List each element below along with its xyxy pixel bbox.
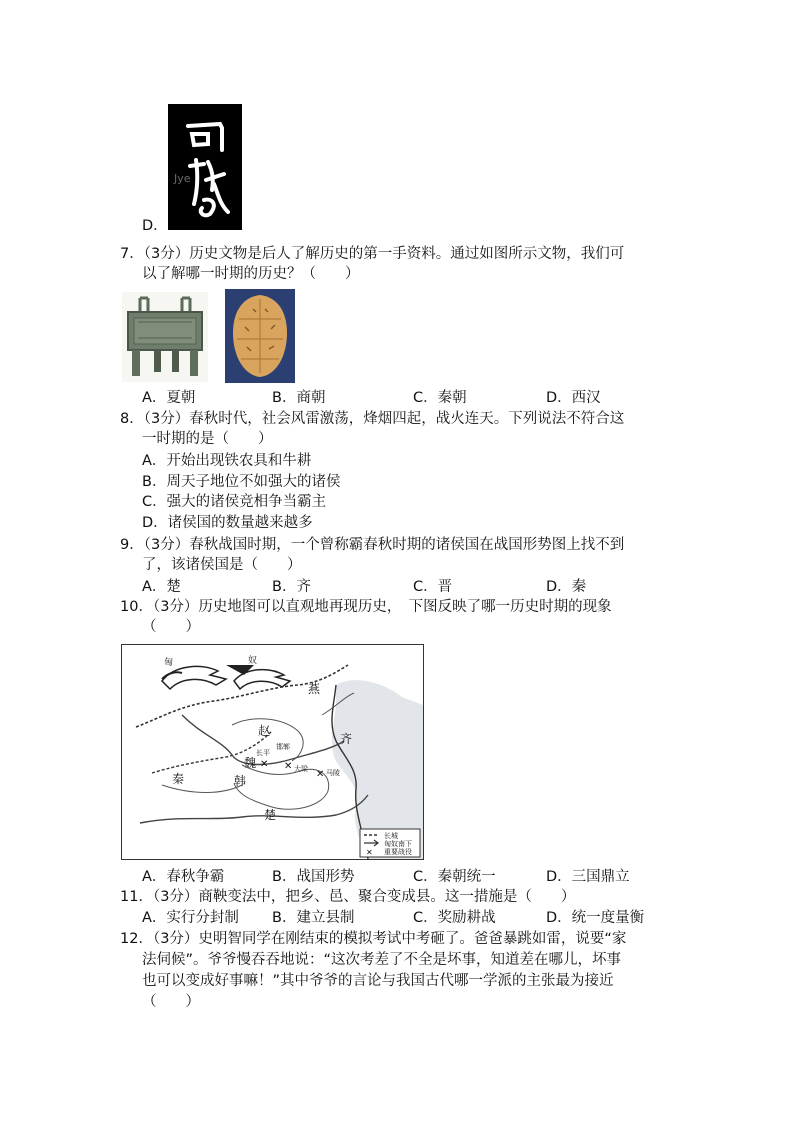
q9-option-a[interactable]: A．楚 [142,579,181,595]
map-label-chu: 楚 [264,808,277,822]
q9-stem-line2: 了，该诸侯国是（ ） [142,557,302,573]
map-label-changping: 长平 [256,749,270,757]
q7-option-b[interactable]: B．商朝 [272,390,326,406]
q9-option-b[interactable]: B．齐 [272,579,311,595]
warring-states-map [121,644,424,860]
map-label-yan: 燕 [308,682,321,696]
q7-stem-line1: 7．（3分）历史文物是后人了解历史的第一手资料。通过如图所示文物，我们可 [120,246,625,262]
q10-stem-line1: 10．（3分）历史地图可以直观地再现历史， 下图反映了哪一历史时期的现象 [120,599,612,615]
q11-option-c[interactable]: C．奖励耕战 [413,910,496,926]
seal-inscription-image [168,104,242,230]
legend-xiongnu-south: 匈奴南下 [384,840,412,848]
q10-option-d[interactable]: D．三国鼎立 [546,869,630,885]
q12-stem-line4: （ ） [142,994,200,1010]
map-label-wei: 魏 [244,756,257,770]
q8-option-b[interactable]: B．周天子地位不如强大的诸侯 [142,474,341,490]
map-label-daliang: 大梁 [294,765,308,773]
q11-option-a[interactable]: A．实行分封制 [142,910,239,926]
q9-stem-line1: 9．（3分）春秋战国时期，一个曾称霸春秋时期的诸侯国在战国形势图上找不到 [120,537,625,553]
q11-stem: 11．（3分）商鞅变法中，把乡、邑、聚合变成县。这一措施是（ ） [120,889,576,905]
map-label-maling: 马陵 [326,769,340,777]
bronze-ding-image [122,292,208,382]
q9-option-d[interactable]: D．秦 [546,579,587,595]
q10-option-b[interactable]: B．战国形势 [272,869,355,885]
map-label-xiongnu-2: 奴 [248,656,258,666]
q12-stem-line2: 法伺候”。爷爷慢吞吞地说：“这次考差了不全是坏事，知道差在哪儿，坏事 [142,952,622,968]
map-label-zhao: 赵 [258,724,271,738]
q10-stem-line2: （ ） [142,619,200,635]
map-label-qin: 秦 [172,772,185,786]
svg-text:✕: ✕ [366,848,373,857]
q11-option-d[interactable]: D．统一度量衡 [546,910,645,926]
oracle-bone-image [225,289,295,383]
watermark-text: Jye [174,172,191,185]
q10-option-c[interactable]: C．秦朝统一 [413,869,496,885]
q11-option-b[interactable]: B．建立县制 [272,910,355,926]
q12-stem-line3: 也可以变成好事嘛！”其中爷爷的言论与我国古代哪一学派的主张最为接近 [142,973,614,989]
q6-option-d-label: D． [142,218,168,234]
map-label-han: 韩 [234,774,247,788]
legend-battle: 重要战役 [384,848,412,856]
map-label-xiongnu-1: 匈 [164,658,174,668]
q8-option-a[interactable]: A．开始出现铁农具和牛耕 [142,453,312,469]
q9-option-c[interactable]: C．晋 [413,579,453,595]
svg-text:✕: ✕ [284,761,293,772]
q8-stem-line2: 一时期的是（ ） [142,431,273,447]
svg-text:✕: ✕ [260,759,269,770]
q7-stem-line2: 以了解哪一时期的历史？（ ） [142,266,360,282]
q7-option-d[interactable]: D．西汉 [546,390,601,406]
legend-great-wall: 长城 [384,832,398,840]
q8-option-c[interactable]: C．强大的诸侯竞相争当霸主 [142,494,327,510]
q10-option-a[interactable]: A．春秋争霸 [142,869,225,885]
map-label-qi: 齐 [340,732,353,746]
q7-option-c[interactable]: C．秦朝 [413,390,467,406]
map-label-handan: 邯郸 [276,743,290,751]
q7-option-a[interactable]: A．夏朝 [142,390,196,406]
q8-stem-line1: 8．（3分）春秋时代，社会风雷激荡，烽烟四起，战火连天。下列说法不符合这 [120,411,625,427]
q12-stem-line1: 12．（3分）史明智同学在刚结束的模拟考试中考砸了。爸爸暴跳如雷，说要“家 [120,931,627,947]
q8-option-d[interactable]: D．诸侯国的数量越来越多 [142,515,313,531]
svg-text:✕: ✕ [316,769,325,780]
